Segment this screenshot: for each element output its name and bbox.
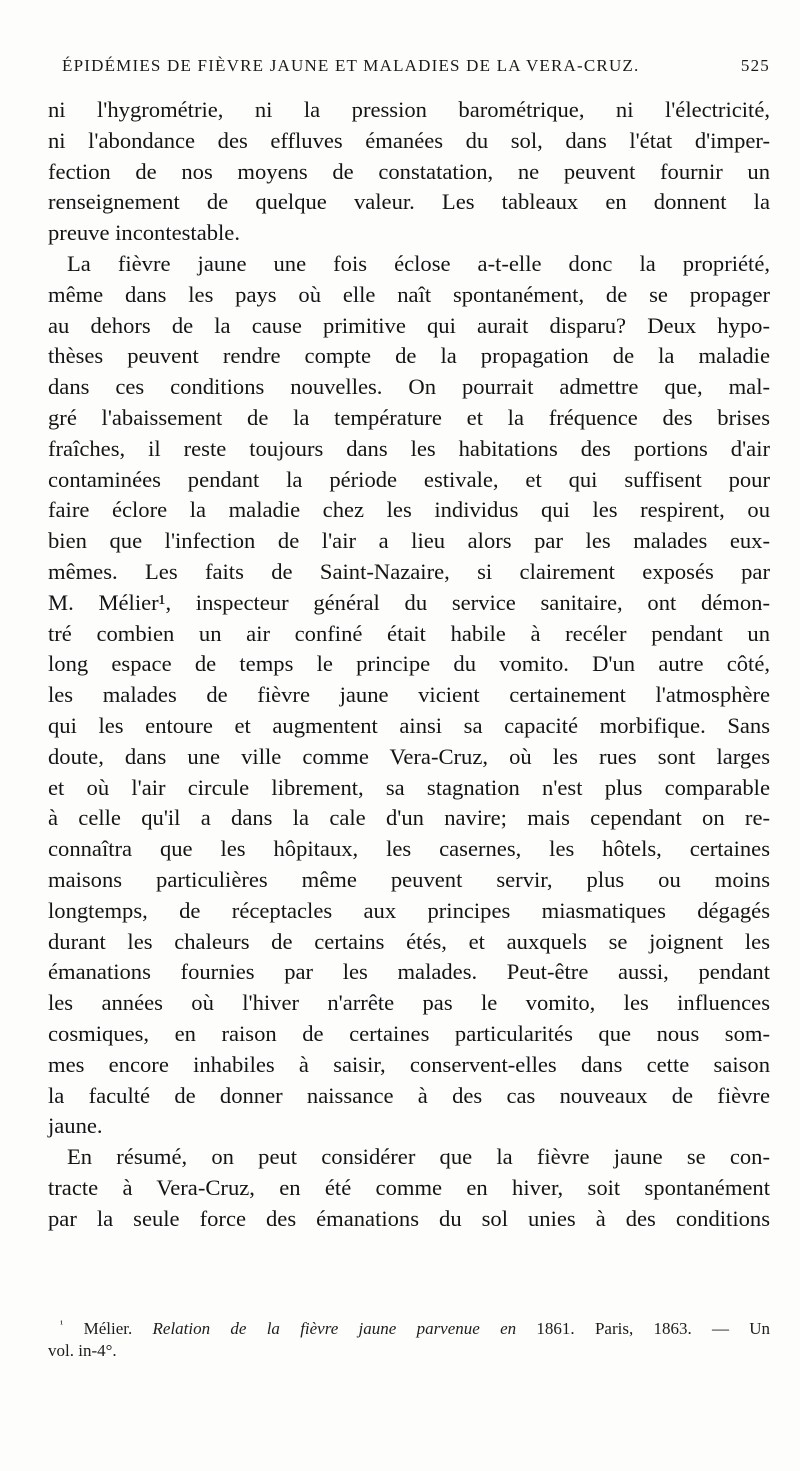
text-line: M. Mélier¹, inspecteur général du service sanitaire, ont démon-	[48, 589, 770, 615]
text-line: par la seule force des émanations du sol unies à des conditions	[48, 1205, 770, 1231]
text-line: gré l'abaissement de la température et la fréquence des brises	[48, 404, 770, 430]
text-line: à celle qu'il a dans la cale d'un navire; mais cependant on re-	[48, 805, 770, 831]
text-line: longtemps, de réceptacles aux principes miasmatiques dégagés	[48, 897, 770, 923]
text-line: jaune.	[48, 1113, 103, 1139]
text-line: ni l'abondance des effluves émanées du sol, dans l'état d'imper-	[48, 127, 770, 153]
text-line: dans ces conditions nouvelles. On pourrait admettre que, mal-	[48, 374, 770, 400]
text-line: La fièvre jaune une fois éclose a-t-elle donc la propriété,	[67, 250, 770, 276]
text-line: cosmiques, en raison de certaines particularités que nous som-	[48, 1020, 770, 1046]
footnote-line: vol. in-4°.	[48, 1341, 117, 1360]
text-line: émanations fournies par les malades. Peut-être aussi, pendant	[48, 959, 770, 985]
body-text	[48, 95, 770, 1234]
running-header	[62, 56, 770, 76]
footnote-rest: 1861. Paris, 1863. — Un	[536, 1319, 771, 1338]
text-line: maisons particulières même peuvent servir, plus ou moins	[48, 866, 770, 892]
text-line: ni l'hygrométrie, ni la pression barométrique, ni l'électricité,	[48, 97, 770, 122]
footnote-title: Relation de la fièvre jaune parvenue en	[152, 1319, 517, 1338]
text-line: faire éclore la maladie chez les individus qui les respirent, ou	[48, 497, 770, 523]
text-line: la faculté de donner naissance à des cas nouveaux de fièvre	[48, 1082, 770, 1108]
text-line: thèses peuvent rendre compte de la propagation de la maladie	[48, 343, 770, 369]
text-line: long espace de temps le principe du vomito. D'un autre côté,	[48, 651, 770, 677]
text-line: preuve incontestable.	[48, 220, 240, 246]
footnote	[48, 1318, 770, 1362]
footnote-author: Mélier.	[83, 1319, 133, 1338]
text-line: tré combien un air confiné était habile à recéler pendant un	[48, 620, 770, 646]
text-line: et où l'air circule librement, sa stagnation n'est plus comparable	[48, 774, 770, 800]
text-line: tracte à Vera-Cruz, en été comme en hiver, soit spontanément	[48, 1174, 770, 1200]
text-line: connaîtra que les hôpitaux, les casernes, les hôtels, certaines	[48, 836, 770, 862]
text-line: doute, dans une ville comme Vera-Cruz, où les rues sont larges	[48, 743, 770, 769]
text-line: En résumé, on peut considérer que la fièvre jaune se con-	[67, 1144, 770, 1170]
text-line: même dans les pays où elle naît spontanément, de se propager	[48, 281, 770, 307]
text-line: qui les entoure et augmentent ainsi sa capacité morbifique. Sans	[48, 712, 770, 738]
page-number: 525	[740, 56, 770, 75]
text-line: durant les chaleurs de certains étés, et auxquels se joignent les	[48, 928, 770, 954]
text-line: fection de nos moyens de constatation, ne peuvent fournir un	[48, 158, 770, 184]
text-line: renseignement de quelque valeur. Les tableaux en donnent la	[48, 189, 770, 215]
text-line: au dehors de la cause primitive qui aurait disparu? Deux hypo-	[48, 312, 770, 338]
text-line: les malades de fièvre jaune vicient certainement l'atmosphère	[48, 682, 770, 708]
text-line: les années où l'hiver n'arrête pas le vomito, les influences	[48, 990, 770, 1016]
footnote-line	[48, 1318, 770, 1340]
text-line: mêmes. Les faits de Saint-Nazaire, si clairement exposés par	[48, 558, 770, 584]
running-title: ÉPIDÉMIES DE FIÈVRE JAUNE ET MALADIES DE LA VERA-CRUZ.	[62, 56, 640, 75]
text-line: contaminées pendant la période estivale, et qui suffisent pour	[48, 466, 770, 492]
text-line: bien que l'infection de l'air a lieu alors par les malades eux-	[48, 528, 770, 554]
text-line: fraîches, il reste toujours dans les habitations des portions d'air	[48, 435, 770, 461]
text-line: mes encore inhabiles à saisir, conservent-elles dans cette saison	[48, 1051, 770, 1077]
footnote-marker: ¹	[60, 1318, 64, 1331]
